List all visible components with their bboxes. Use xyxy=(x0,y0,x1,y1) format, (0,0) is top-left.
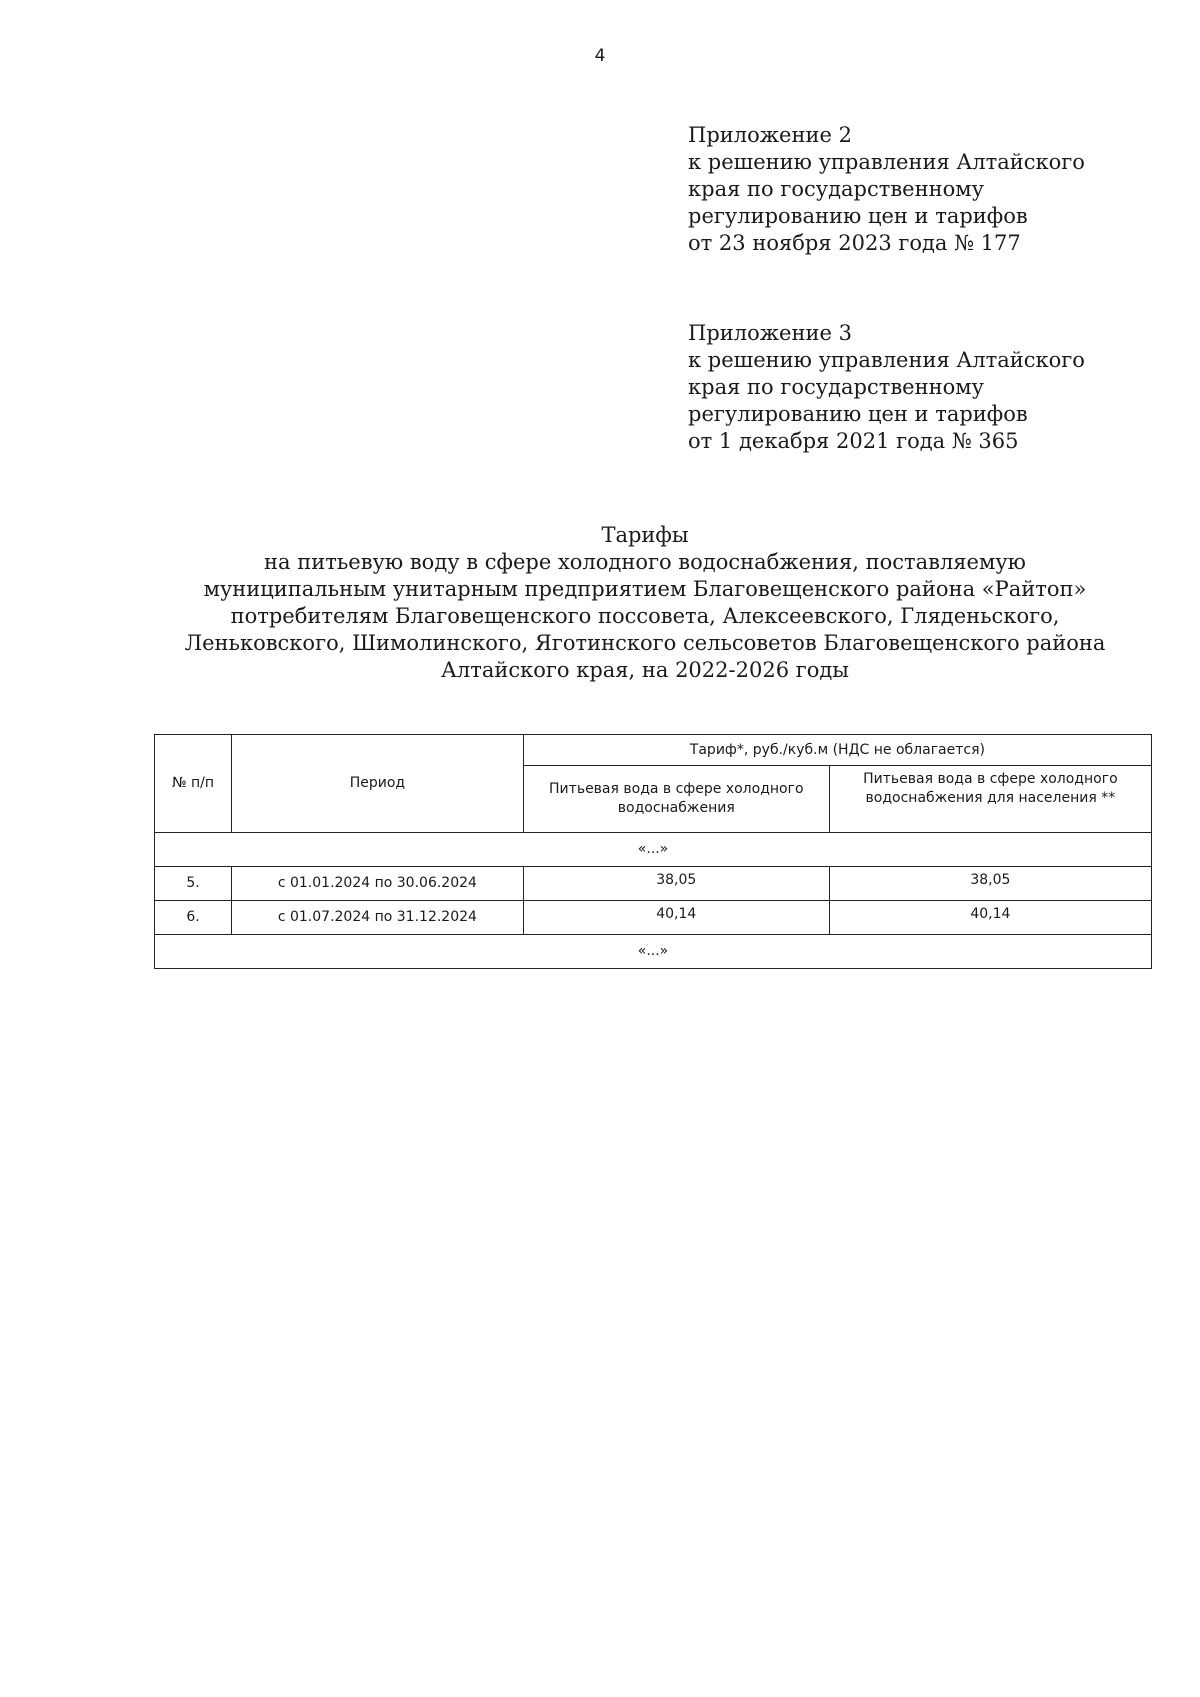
title-line: Леньковского, Шимолинского, Яготинского сельсоветов Благовещенского района xyxy=(184,631,1106,655)
appendix-2-line: регулированию цен и тарифов xyxy=(688,204,1028,228)
document-title xyxy=(0,522,1200,684)
title-line: Тарифы xyxy=(601,523,689,547)
appendix-2-line: к решению управления Алтайского xyxy=(688,150,1085,174)
title-line: муниципальным унитарным предприятием Благовещенского района «Райтоп» xyxy=(203,577,1087,601)
ellipsis-cell: «...» xyxy=(155,935,1152,969)
ellipsis-cell: «...» xyxy=(155,833,1152,867)
tariff-table xyxy=(154,734,1152,969)
title-line: на питьевую воду в сфере холодного водоснабжения, поставляемую xyxy=(264,550,1026,574)
title-line: Алтайского края, на 2022-2026 годы xyxy=(440,658,850,682)
row-value-b: 40,14 xyxy=(829,901,1151,935)
row-period: с 01.01.2024 по 30.06.2024 xyxy=(232,867,524,901)
appendix-3-line: Приложение 3 xyxy=(688,321,852,345)
appendix-2-header xyxy=(688,122,1085,257)
ellipsis-row xyxy=(155,935,1152,969)
page-number: 4 xyxy=(594,46,606,66)
appendix-3-line: от 1 декабря 2021 года № 365 xyxy=(688,429,1019,453)
header-drinking-water: Питьевая вода в сфере холодного водоснабжения xyxy=(523,766,829,833)
appendix-3-line: к решению управления Алтайского xyxy=(688,348,1085,372)
row-value-a: 40,14 xyxy=(523,901,829,935)
header-period: Период xyxy=(232,735,524,833)
title-line: потребителям Благовещенского поссовета, Алексеевского, Гляденьского, xyxy=(230,604,1060,628)
header-num: № п/п xyxy=(155,735,232,833)
row-value-a: 38,05 xyxy=(523,867,829,901)
table-header-row xyxy=(155,735,1152,766)
appendix-2-line: от 23 ноября 2023 года № 177 xyxy=(688,231,1021,255)
row-period: с 01.07.2024 по 31.12.2024 xyxy=(232,901,524,935)
appendix-3-line: края по государственному xyxy=(688,375,984,399)
header-tariff-group: Тариф*, руб./куб.м (НДС не облагается) xyxy=(523,735,1151,766)
row-num: 6. xyxy=(155,901,232,935)
ellipsis-row xyxy=(155,833,1152,867)
table-row xyxy=(155,867,1152,901)
table-row xyxy=(155,901,1152,935)
row-value-b: 38,05 xyxy=(829,867,1151,901)
appendix-2-line: края по государственному xyxy=(688,177,984,201)
appendix-3-header xyxy=(688,320,1085,455)
appendix-2-line: Приложение 2 xyxy=(688,123,852,147)
row-num: 5. xyxy=(155,867,232,901)
appendix-3-line: регулированию цен и тарифов xyxy=(688,402,1028,426)
header-drinking-water-population: Питьевая вода в сфере холодного водоснабжения для населения ** xyxy=(829,766,1151,833)
